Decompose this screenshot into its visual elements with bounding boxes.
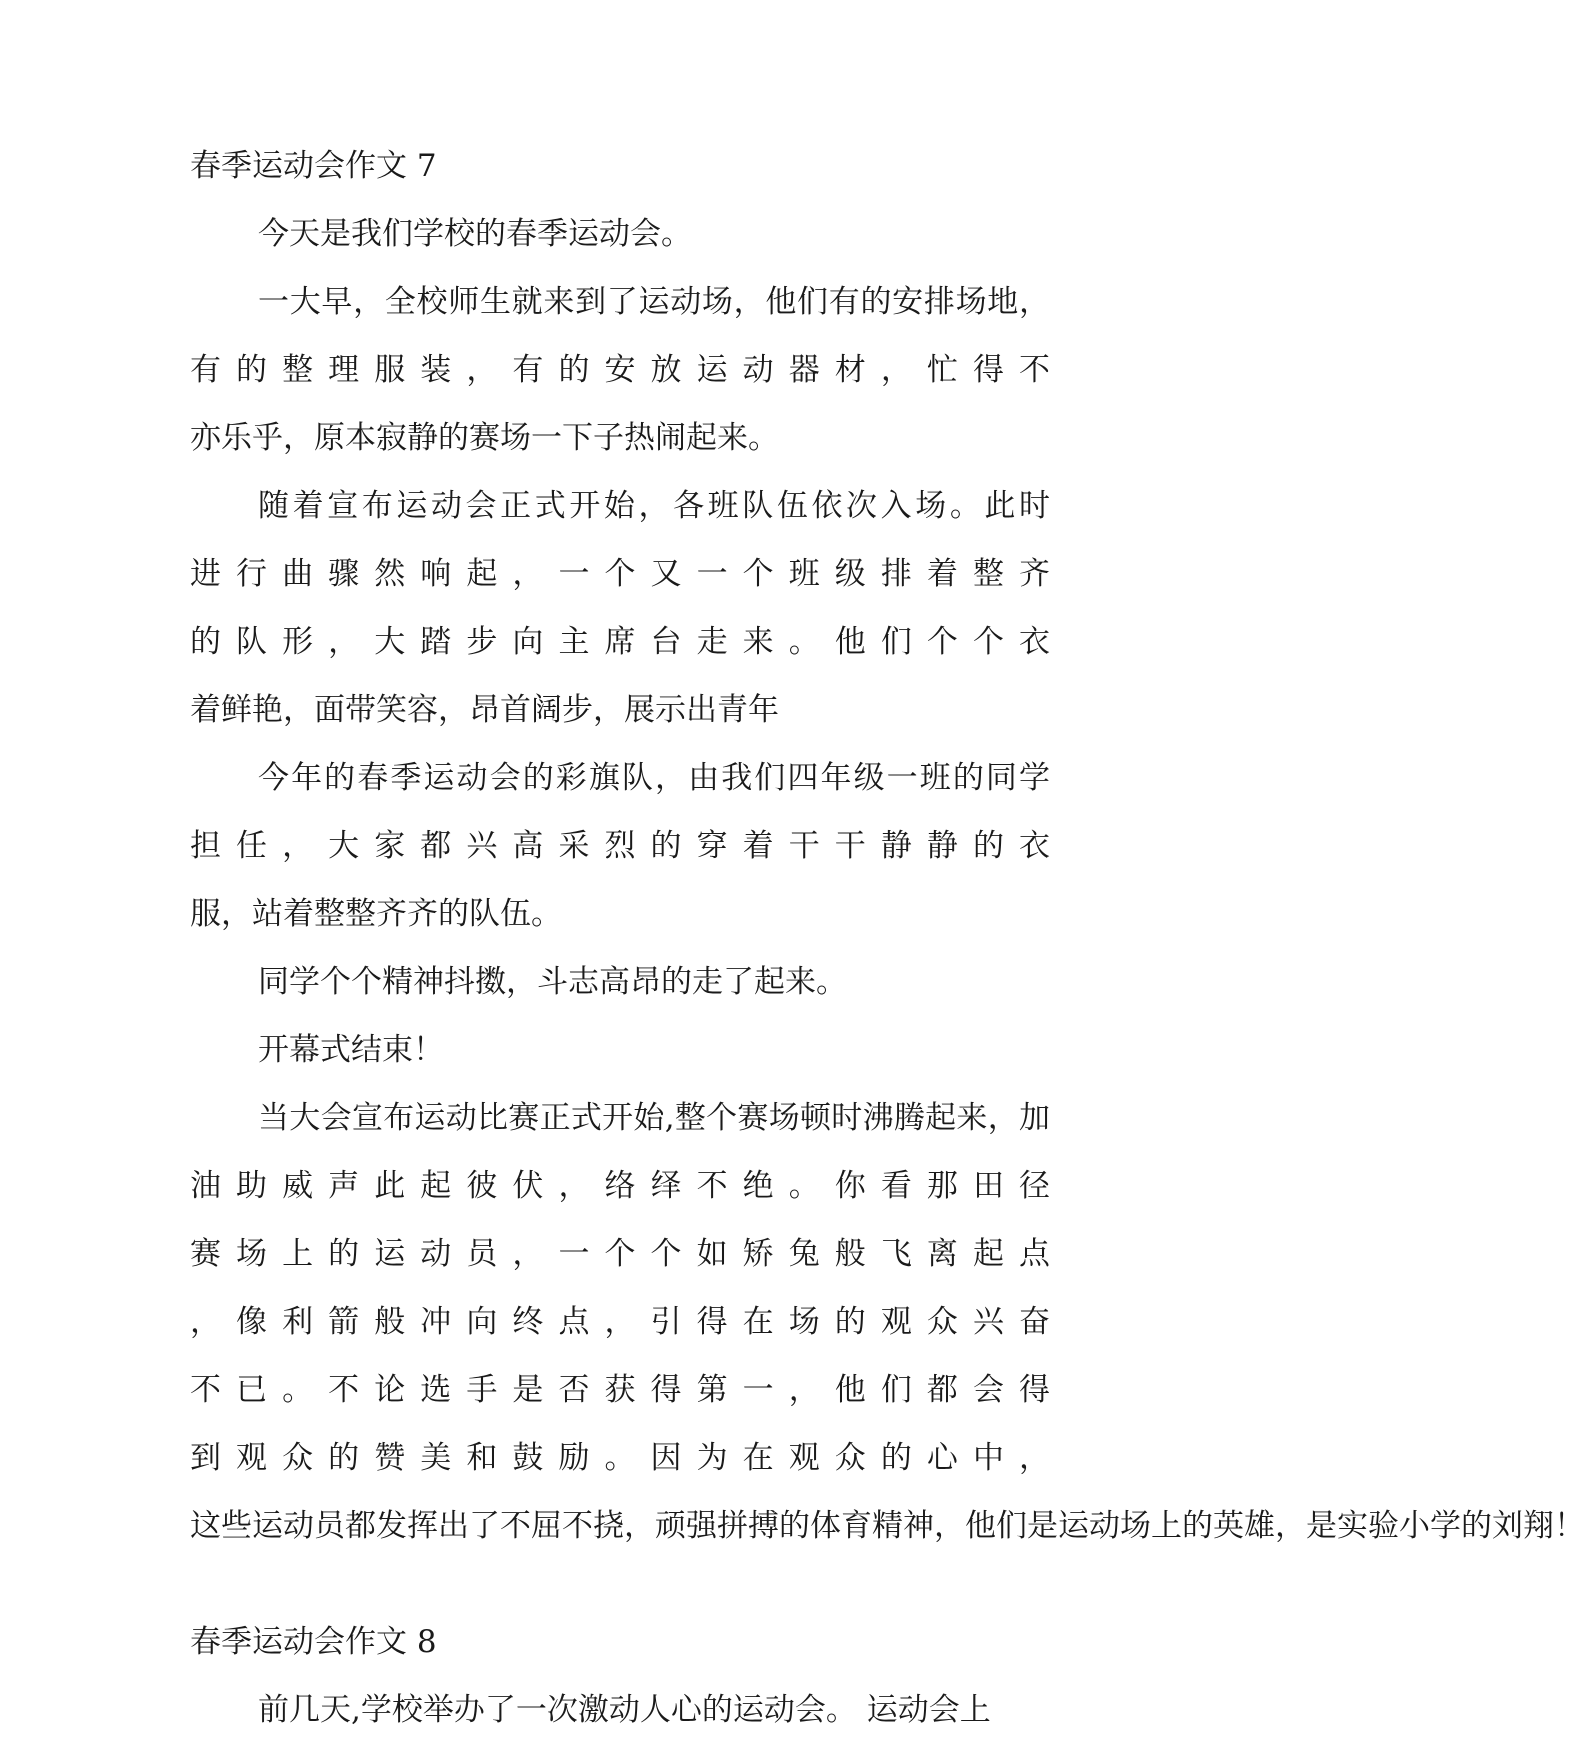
paragraph-line: 同学个个精神抖擞，斗志高昂的走了起来。 [258,964,847,1000]
paragraph-line: 前几天,学校举办了一次激动人心的运动会。 运动会上 [258,1692,991,1728]
paragraph-line: 当大会宣布运动比赛正式开始,整个赛场顿时沸腾起来，加 [258,1100,1050,1136]
section-heading: 春季运动会作文 7 [190,148,437,184]
paragraph-line: 一大早，全校师生就来到了运动场，他们有的安排场地， [258,284,1050,320]
paragraph-line: ，像利箭般冲向终点，引得在场的观众兴奋 [190,1304,1050,1340]
paragraph-line: 随着宣布运动会正式开始，各班队伍依次入场。此时 [258,488,1050,524]
paragraph-line: 担任，大家都兴高采烈的穿着干干静静的衣 [190,828,1050,864]
paragraph-line: 的队形，大踏步向主席台走来。他们个个衣 [190,624,1050,660]
paragraph-line: 有的整理服装，有的安放运动器材，忙得不 [190,352,1050,388]
paragraph-line: 到观众的赞美和鼓励。因为在观众的心中， [190,1440,1050,1476]
paragraph-line: 服，站着整整齐齐的队伍。 [190,896,562,932]
paragraph-line: 今年的春季运动会的彩旗队，由我们四年级一班的同学 [258,760,1050,796]
paragraph-line: 这些运动员都发挥出了不屈不挠，顽强拼搏的体育精神，他们是运动场上的英雄，是实验小学的刘翔！ [190,1508,1585,1544]
section-heading: 春季运动会作文 8 [190,1624,437,1660]
paragraph-line: 油助威声此起彼伏，络绎不绝。你看那田径 [190,1168,1050,1204]
paragraph-line: 亦乐乎，原本寂静的赛场一下子热闹起来。 [190,420,779,456]
paragraph-line: 进行曲骤然响起，一个又一个班级排着整齐 [190,556,1050,592]
paragraph-line: 不已。不论选手是否获得第一，他们都会得 [190,1372,1050,1408]
paragraph-line: 着鲜艳，面带笑容，昂首阔步，展示出青年 [190,692,779,728]
paragraph-line: 开幕式结束！ [258,1032,444,1068]
paragraph-line: 今天是我们学校的春季运动会。 [258,216,692,252]
paragraph-line: 赛场上的运动员，一个个如矫兔般飞离起点 [190,1236,1050,1272]
